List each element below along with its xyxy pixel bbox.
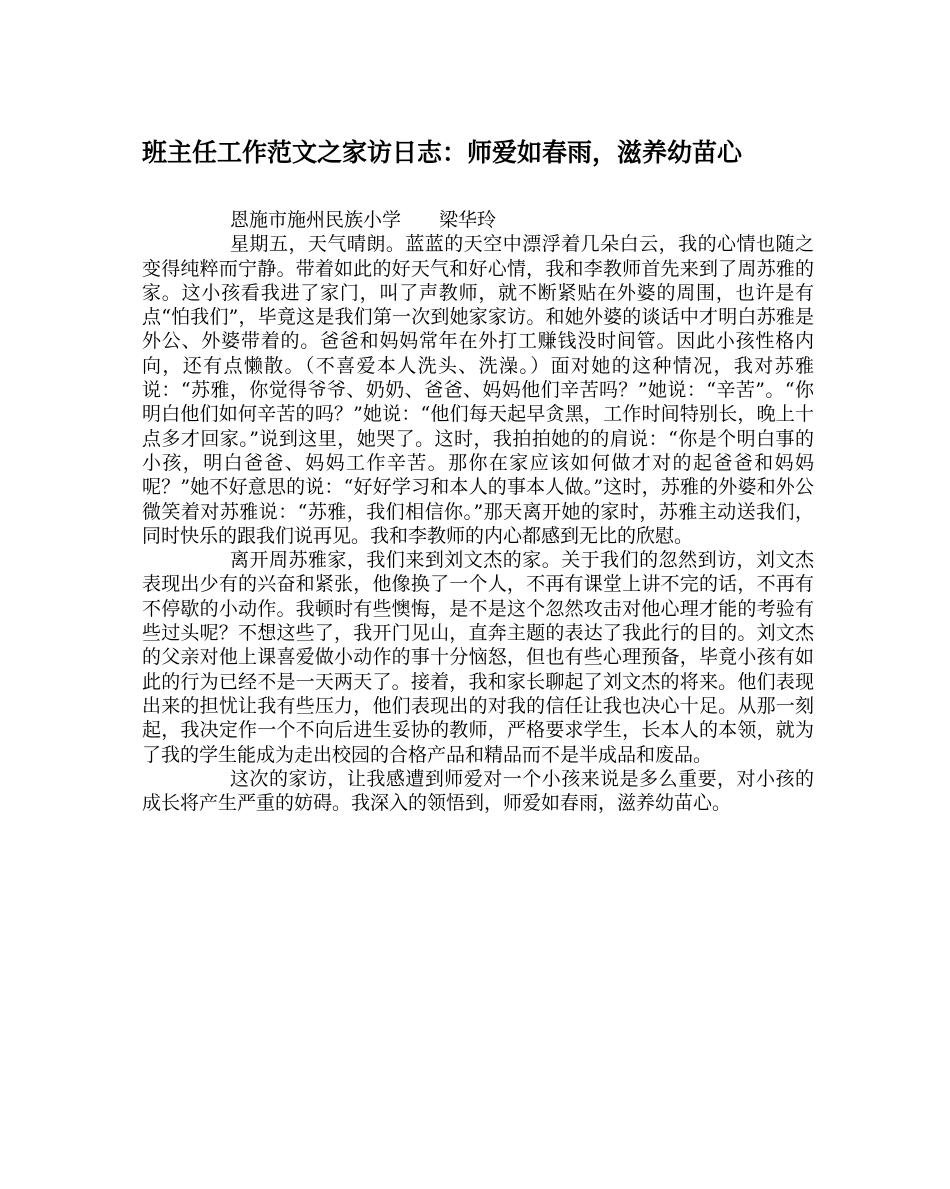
document-title: 班主任工作范文之家访日志：师爱如春雨，滋养幼苗心 — [142, 138, 743, 167]
byline-author: 梁华玲 — [439, 209, 497, 231]
byline — [142, 208, 814, 232]
paragraph-home-visit-su-ya: 星期五，天气晴朗。蓝蓝的天空中漂浮着几朵白云，我的心情也随之变得纯粹而宁静。带着如此的好天气和好心情，我和李教师首先来到了周苏雅的家。这小孩看我进了家门，叫了声教师，就不断紧贴在外婆的周围，也许是有点“怕我们”，毕竟这是我们第一次到她家家访。和她外婆的谈话中才明白苏雅是外公、外婆带着的。爸爸和妈妈常年在外打工赚钱没时间管。因此小孩性格内向，还有点懒散。（不喜爱本人洗头、洗澡。）面对她的这种情况，我对苏雅说：“苏雅，你觉得爷爷、奶奶、爸爸、妈妈他们辛苦吗？”她说：“辛苦”。“你明白他们如何辛苦的吗？”她说：“他们每天起早贪黑，工作时间特别长，晚上十点多才回家。”说到这里，她哭了。这时，我拍拍她的的肩说：“你是个明白事的小孩，明白爸爸、妈妈工作辛苦。那你在家应该如何做才对的起爸爸和妈妈呢？”她不好意思的说：“好好学习和本人的事本人做。”这时，苏雅的外婆和外公微笑着对苏雅说：“苏雅，我们相信你。”那天离开她的家时，苏雅主动送我们，同时快乐的跟我们说再见。我和李教师的内心都感到无比的欣慰。 — [142, 233, 814, 547]
byline-school: 恩施市施州民族小学 — [230, 209, 402, 231]
paragraph-conclusion: 这次的家访，让我感遭到师爱对一个小孩来说是多么重要，对小孩的成长将产生严重的妨碍。我深入的领悟到，师爱如春雨，滋养幼苗心。 — [142, 767, 814, 815]
document-body — [142, 208, 814, 815]
paragraph-home-visit-liu-wenjie: 离开周苏雅家，我们来到刘文杰的家。关于我们的忽然到访，刘文杰表现出少有的兴奋和紧张，他像换了一个人，不再有课堂上讲不完的话，不再有不停歇的小动作。我顿时有些懊悔，是不是这个忽然攻击对他心理才能的考验有些过头呢？不想这些了，我开门见山，直奔主题的表达了我此行的目的。刘文杰的父亲对他上课喜爱做小动作的事十分恼怒，但也有些心理预备，毕竟小孩有如此的行为已经不是一天两天了。接着，我和家长聊起了刘文杰的将来。他们表现出来的担忧让我有些压力，他们表现出的对我的信任让我也决心十足。从那一刻起，我决定作一个不向后进生妥协的教师，严格要求学生，长本人的本领，就为了我的学生能成为走出校园的合格产品和精品而不是半成品和废品。 — [142, 549, 814, 766]
